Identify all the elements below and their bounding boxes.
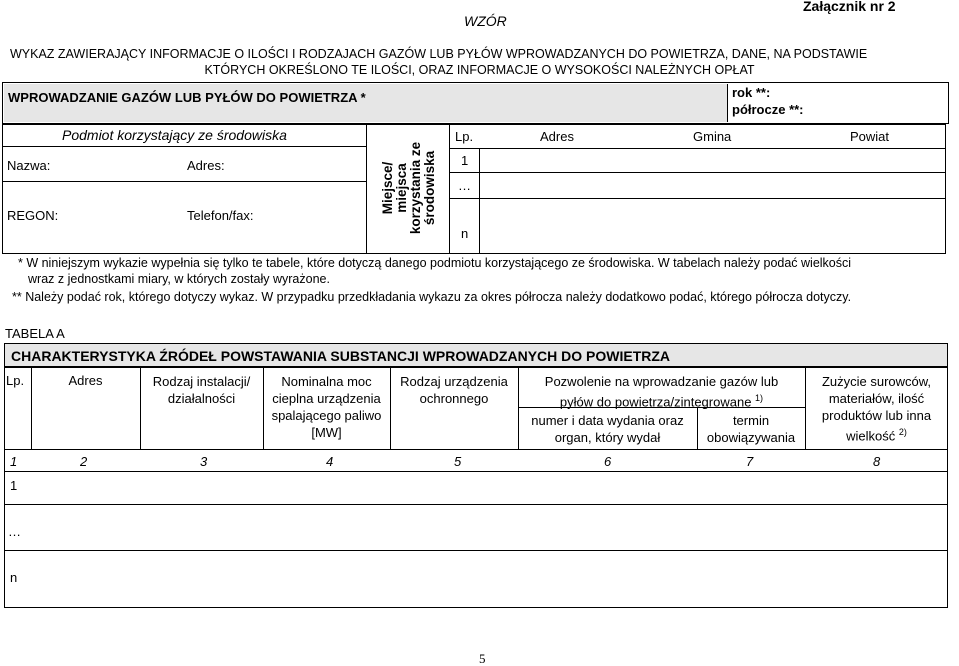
entity-block — [2, 124, 946, 254]
year-field[interactable]: rok **: — [732, 85, 771, 100]
colnum-2: 2 — [80, 454, 88, 469]
place-header-line2: miejsca — [394, 163, 409, 213]
table-row-n: n — [10, 570, 18, 585]
colnum-5: 5 — [454, 454, 462, 469]
places-row-1: 1 — [461, 153, 469, 168]
colnum-6: 6 — [604, 454, 612, 469]
col-urzadzenie: Rodzaj urządzenia ochronnego — [400, 374, 508, 406]
colnum-3: 3 — [200, 454, 208, 469]
places-col-lp: Lp. — [455, 129, 474, 144]
table-row-1: 1 — [10, 478, 18, 493]
places-col-gmina: Gmina — [693, 129, 732, 144]
page-number: 5 — [479, 651, 486, 666]
address-label: Adres: — [187, 158, 225, 173]
document-title-line1: WYKAZ ZAWIERAJĄCY INFORMACJE O ILOŚCI I RODZAJACH GAZÓW LUB PYŁÓW WPROWADZANYCH DO POWIETRZA, DANE, NA PODSTAWIE — [10, 47, 868, 61]
col-lp: Lp. — [6, 373, 25, 388]
colnum-1: 1 — [10, 454, 18, 469]
col-zuzycie: Zużycie surowców, materiałów, ilość produktów lub inna wielkość $^{2)}$ — [821, 374, 932, 444]
note-2: ** Należy podać rok, którego dotyczy wykaz. W przypadku przedkładania wykazu za okres półrocza należy dodatkowo podać, którego półrocza dotyczy. — [12, 290, 852, 304]
table-a-label: TABELA A — [5, 326, 65, 341]
places-row-n: n — [461, 226, 469, 241]
wzor-label: WZÓR — [464, 13, 507, 29]
colnum-8: 8 — [873, 454, 881, 469]
name-label: Nazwa: — [7, 158, 51, 173]
colnum-7: 7 — [746, 454, 754, 469]
phone-label: Telefon/fax: — [187, 208, 254, 223]
place-header-line3: korzystania ze — [408, 141, 423, 235]
intro-label: WPROWADZANIE GAZÓW LUB PYŁÓW DO POWIETRZA * — [8, 90, 366, 105]
place-header — [376, 128, 440, 248]
places-col-adres: Adres — [540, 129, 574, 144]
place-header-line4: środowiska — [422, 150, 437, 226]
attachment-label: Załącznik nr 2 — [803, 0, 896, 14]
table-row-ellipsis: … — [8, 524, 21, 539]
col-pozwolenie-termin: termin obowiązywania — [706, 413, 796, 445]
entity-title: Podmiot korzystający ze środowiska — [62, 127, 287, 143]
places-row-ellipsis: … — [458, 178, 471, 193]
note-1-line2: wraz z jednostkami miary, w których zostały wyrażone. — [28, 272, 330, 286]
col-adres: Adres — [68, 373, 103, 388]
col-moc: Nominalna moc cieplna urządzenia spalającego paliwo [MW] — [271, 374, 382, 440]
col-pozwolenie-numer: numer i data wydania oraz organ, który wydał — [531, 413, 684, 445]
place-header-line1: Miejsce/ — [380, 161, 395, 215]
half-year-field[interactable]: półrocze **: — [732, 102, 804, 117]
col-pozwolenie: Pozwolenie na wprowadzanie gazów lub pyłów do powietrza/zintegrowane $^{1)}$ — [544, 374, 779, 410]
places-col-powiat: Powiat — [850, 129, 890, 144]
note-1-line1: * W niniejszym wykazie wypełnia się tylko te tabele, które dotyczą danego podmiotu korzystającego ze środowiska. W tabelach należy podać wielkości — [18, 256, 852, 270]
col-rodzaj: Rodzaj instalacji/ działalności — [152, 374, 251, 406]
colnum-4: 4 — [326, 454, 334, 469]
regon-label: REGON: — [7, 208, 59, 223]
document-title-line2: KTÓRYCH OKREŚLONO TE ILOŚCI, ORAZ INFORMACJE O WYSOKOŚCI NALEŻNYCH OPŁAT — [204, 63, 755, 77]
table-a-caption: CHARAKTERYSTYKA ŹRÓDEŁ POWSTAWANIA SUBSTANCJI WPROWADZANYCH DO POWIETRZA — [11, 348, 671, 364]
